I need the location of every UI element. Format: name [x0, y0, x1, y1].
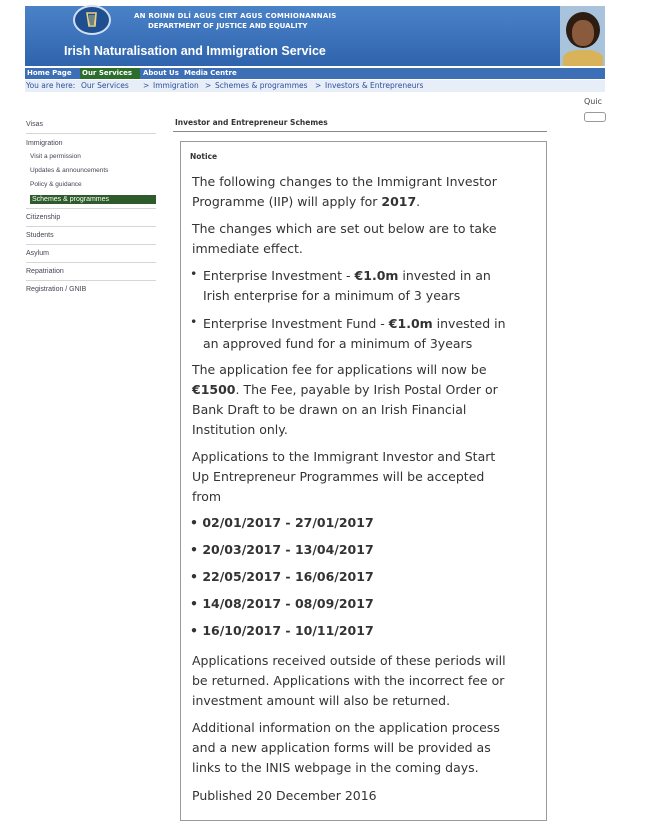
published-date: Published 20 December 2016: [192, 788, 377, 803]
breadcrumb-separator: >: [143, 81, 150, 90]
notice-paragraph-returned-line3: investment amount will also be returned.: [192, 693, 451, 708]
quick-search-input[interactable]: [584, 112, 606, 122]
notice-label: Notice: [190, 152, 218, 161]
department-name-english: DEPARTMENT OF JUSTICE AND EQUALITY: [148, 22, 308, 30]
sidebar-item-repatriation[interactable]: Repatriation: [26, 268, 64, 275]
title-divider: [173, 131, 547, 132]
nav-our-services[interactable]: Our Services: [80, 68, 140, 79]
sidebar-divider: [26, 133, 156, 134]
bullet-icon: •: [190, 266, 198, 281]
notice-paragraph-intro: The following changes to the Immigrant Investor: [192, 174, 497, 189]
bullet-enterprise-fund: Enterprise Investment Fund - €1.0m invested in: [203, 316, 506, 331]
notice-paragraph-additional-line2: and a new application forms will be provided as: [192, 740, 491, 755]
quick-links-label: Quic: [584, 97, 602, 106]
breadcrumb-item-investors[interactable]: Investors & Entrepreneurs: [325, 81, 424, 90]
nav-media-centre[interactable]: Media Centre: [184, 69, 237, 77]
sidebar-subitem-permission[interactable]: Visit a permission: [30, 153, 81, 160]
date-range-item: • 14/08/2017 - 08/09/2017: [190, 596, 374, 611]
breadcrumb-separator: >: [315, 81, 322, 90]
bullet-icon: •: [190, 314, 198, 329]
bullet-enterprise-investment: Enterprise Investment - €1.0m invested in an: [203, 268, 491, 283]
sidebar-subitem-policy[interactable]: Policy & guidance: [30, 181, 82, 188]
notice-paragraph-fee-line3: Bank Draft to be drawn on an Irish Financial: [192, 402, 467, 417]
notice-paragraph-additional-line3: links to the INIS webpage in the coming days.: [192, 760, 479, 775]
sidebar-item-registration[interactable]: Registration / GNIB: [26, 286, 87, 293]
sidebar-divider: [26, 262, 156, 263]
sidebar-divider: [26, 226, 156, 227]
nav-home-page[interactable]: Home Page: [27, 69, 72, 77]
sidebar-item-students[interactable]: Students: [26, 232, 54, 239]
notice-paragraph-applications-line3: from: [192, 489, 222, 504]
service-name[interactable]: Irish Naturalisation and Immigration Service: [64, 44, 326, 58]
main-nav: [25, 68, 605, 79]
sidebar-item-asylum[interactable]: Asylum: [26, 250, 49, 257]
page-title: Investor and Entrepreneur Schemes: [175, 118, 328, 127]
date-range-item: • 16/10/2017 - 10/11/2017: [190, 623, 374, 638]
sidebar-item-immigration[interactable]: Immigration: [26, 140, 63, 147]
bullet-enterprise-fund-line2: an approved fund for a minimum of 3years: [203, 336, 473, 351]
breadcrumb-prefix: You are here:: [26, 81, 76, 90]
sidebar-divider: [26, 280, 156, 281]
sidebar-item-citizenship[interactable]: Citizenship: [26, 214, 61, 221]
notice-paragraph-fee: The application fee for applications will now be: [192, 362, 487, 377]
harp-logo-icon[interactable]: [73, 5, 111, 35]
breadcrumb-separator: >: [205, 81, 212, 90]
notice-paragraph-applications: Applications to the Immigrant Investor and Start: [192, 449, 496, 464]
notice-paragraph-effect: The changes which are set out below are to take: [192, 221, 497, 236]
bullet-enterprise-investment-line2: Irish enterprise for a minimum of 3 years: [203, 288, 461, 303]
breadcrumb: [25, 80, 605, 92]
notice-paragraph-fee-line2: €1500. The Fee, payable by Irish Postal Order or: [192, 382, 498, 397]
department-name-irish: AN ROINN DLÍ AGUS CIRT AGUS COMHIONANNAIS: [134, 12, 337, 20]
sidebar-subitem-updates[interactable]: Updates & announcements: [30, 167, 109, 174]
sidebar-divider: [26, 244, 156, 245]
notice-paragraph-fee-line4: Institution only.: [192, 422, 288, 437]
breadcrumb-item-our-services[interactable]: Our Services: [81, 81, 129, 90]
sidebar-divider: [26, 208, 156, 209]
date-range-item: • 22/05/2017 - 16/06/2017: [190, 569, 374, 584]
notice-paragraph-intro-line2: Programme (IIP) will apply for 2017.: [192, 194, 421, 209]
notice-paragraph-effect-line2: immediate effect.: [192, 241, 303, 256]
header-photo: [560, 6, 605, 66]
breadcrumb-item-schemes[interactable]: Schemes & programmes: [215, 81, 308, 90]
date-range-item: • 02/01/2017 - 27/01/2017: [190, 515, 374, 530]
breadcrumb-item-immigration[interactable]: Immigration: [153, 81, 199, 90]
notice-paragraph-returned-line2: be returned. Applications with the incorrect fee or: [192, 673, 505, 688]
notice-paragraph-applications-line2: Up Entrepreneur Programmes will be accepted: [192, 469, 485, 484]
sidebar-item-visas[interactable]: Visas: [26, 121, 43, 128]
notice-paragraph-additional: Additional information on the application process: [192, 720, 500, 735]
sidebar-subitem-schemes[interactable]: Schemes & programmes: [30, 195, 156, 204]
notice-paragraph-returned: Applications received outside of these periods will: [192, 653, 506, 668]
date-range-item: • 20/03/2017 - 13/04/2017: [190, 542, 374, 557]
nav-about-us[interactable]: About Us: [143, 69, 179, 77]
